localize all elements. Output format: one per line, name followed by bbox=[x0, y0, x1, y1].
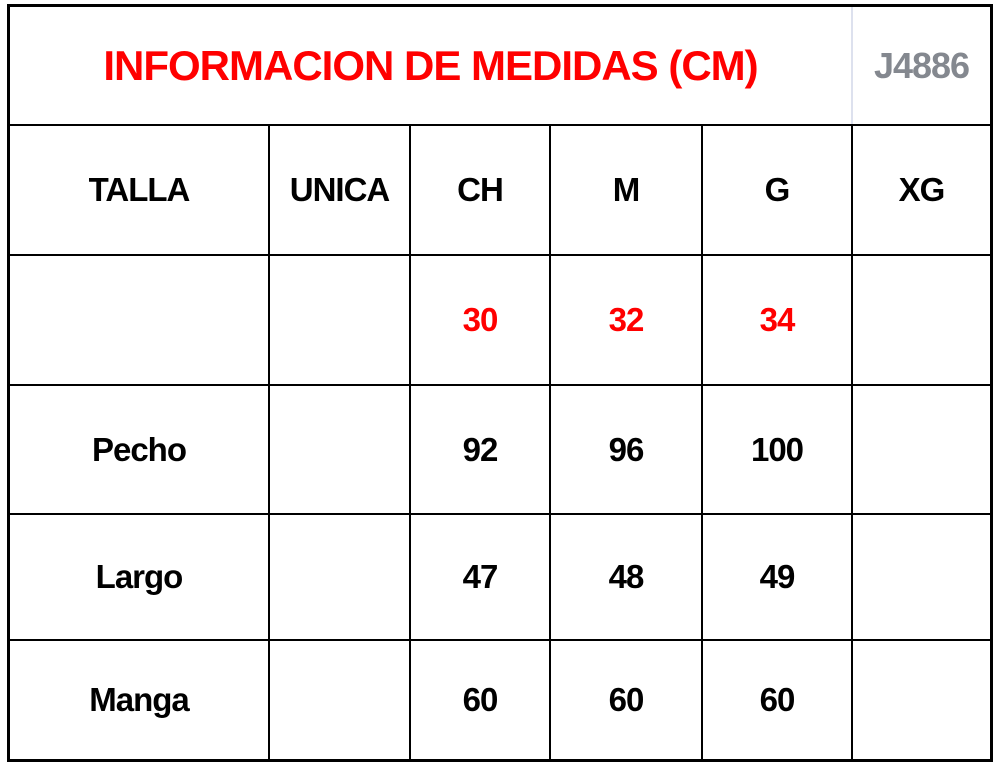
header-cell-m bbox=[551, 126, 703, 254]
header-label-m: M bbox=[612, 171, 640, 208]
value-cell-largo-g bbox=[703, 515, 853, 639]
table-row-manga bbox=[10, 641, 990, 759]
value-sizes-ch: 30 bbox=[462, 301, 498, 338]
value-cell-pecho-xg bbox=[853, 386, 990, 513]
value-cell-sizes-m bbox=[551, 256, 703, 384]
title-row bbox=[10, 7, 990, 126]
value-largo-m: 48 bbox=[608, 558, 644, 595]
value-cell-largo-m bbox=[551, 515, 703, 639]
value-cell-largo-xg bbox=[853, 515, 990, 639]
header-label-talla: TALLA bbox=[88, 171, 190, 208]
value-manga-g: 60 bbox=[759, 681, 795, 718]
value-cell-pecho-unica bbox=[270, 386, 411, 513]
value-cell-manga-xg bbox=[853, 641, 990, 759]
value-manga-ch: 60 bbox=[462, 681, 498, 718]
value-cell-pecho-ch bbox=[411, 386, 551, 513]
row-label-cell-manga bbox=[10, 641, 270, 759]
value-pecho-ch: 92 bbox=[462, 430, 498, 468]
header-label-g: G bbox=[764, 171, 790, 208]
header-cell-xg bbox=[853, 126, 990, 254]
value-cell-pecho-g bbox=[703, 386, 853, 513]
row-label-manga: Manga bbox=[89, 681, 189, 718]
header-label-xg: XG bbox=[898, 171, 945, 208]
table-row-sizes bbox=[10, 256, 990, 386]
value-manga-m: 60 bbox=[608, 681, 644, 718]
value-cell-pecho-m bbox=[551, 386, 703, 513]
measurement-table bbox=[7, 4, 993, 762]
value-cell-largo-ch bbox=[411, 515, 551, 639]
value-largo-ch: 47 bbox=[462, 558, 498, 595]
header-row bbox=[10, 126, 990, 256]
value-cell-sizes-ch bbox=[411, 256, 551, 384]
row-label-cell-pecho bbox=[10, 386, 270, 513]
value-sizes-g: 34 bbox=[759, 301, 795, 338]
row-label-largo: Largo bbox=[95, 558, 183, 595]
value-cell-sizes-g bbox=[703, 256, 853, 384]
row-label-pecho: Pecho bbox=[91, 430, 187, 468]
row-label-cell-empty bbox=[10, 256, 270, 384]
header-label-ch: CH bbox=[457, 171, 503, 208]
row-label-cell-largo bbox=[10, 515, 270, 639]
header-cell-g bbox=[703, 126, 853, 254]
product-code-cell bbox=[853, 7, 990, 124]
header-cell-talla bbox=[10, 126, 270, 254]
value-pecho-g: 100 bbox=[750, 430, 804, 468]
table-row-largo bbox=[10, 515, 990, 641]
value-pecho-m: 96 bbox=[608, 430, 644, 468]
header-cell-unica bbox=[270, 126, 411, 254]
table-row-pecho bbox=[10, 386, 990, 515]
product-code: J4886 bbox=[873, 44, 970, 86]
header-cell-ch bbox=[411, 126, 551, 254]
value-cell-sizes-unica bbox=[270, 256, 411, 384]
value-largo-g: 49 bbox=[759, 558, 795, 595]
value-cell-manga-m bbox=[551, 641, 703, 759]
page-title: INFORMACION DE MEDIDAS (CM) bbox=[103, 41, 758, 89]
value-sizes-m: 32 bbox=[608, 301, 644, 338]
header-label-unica: UNICA bbox=[289, 171, 390, 208]
value-cell-manga-g bbox=[703, 641, 853, 759]
value-cell-manga-ch bbox=[411, 641, 551, 759]
title-cell bbox=[10, 7, 853, 124]
value-cell-manga-unica bbox=[270, 641, 411, 759]
value-cell-largo-unica bbox=[270, 515, 411, 639]
value-cell-sizes-xg bbox=[853, 256, 990, 384]
